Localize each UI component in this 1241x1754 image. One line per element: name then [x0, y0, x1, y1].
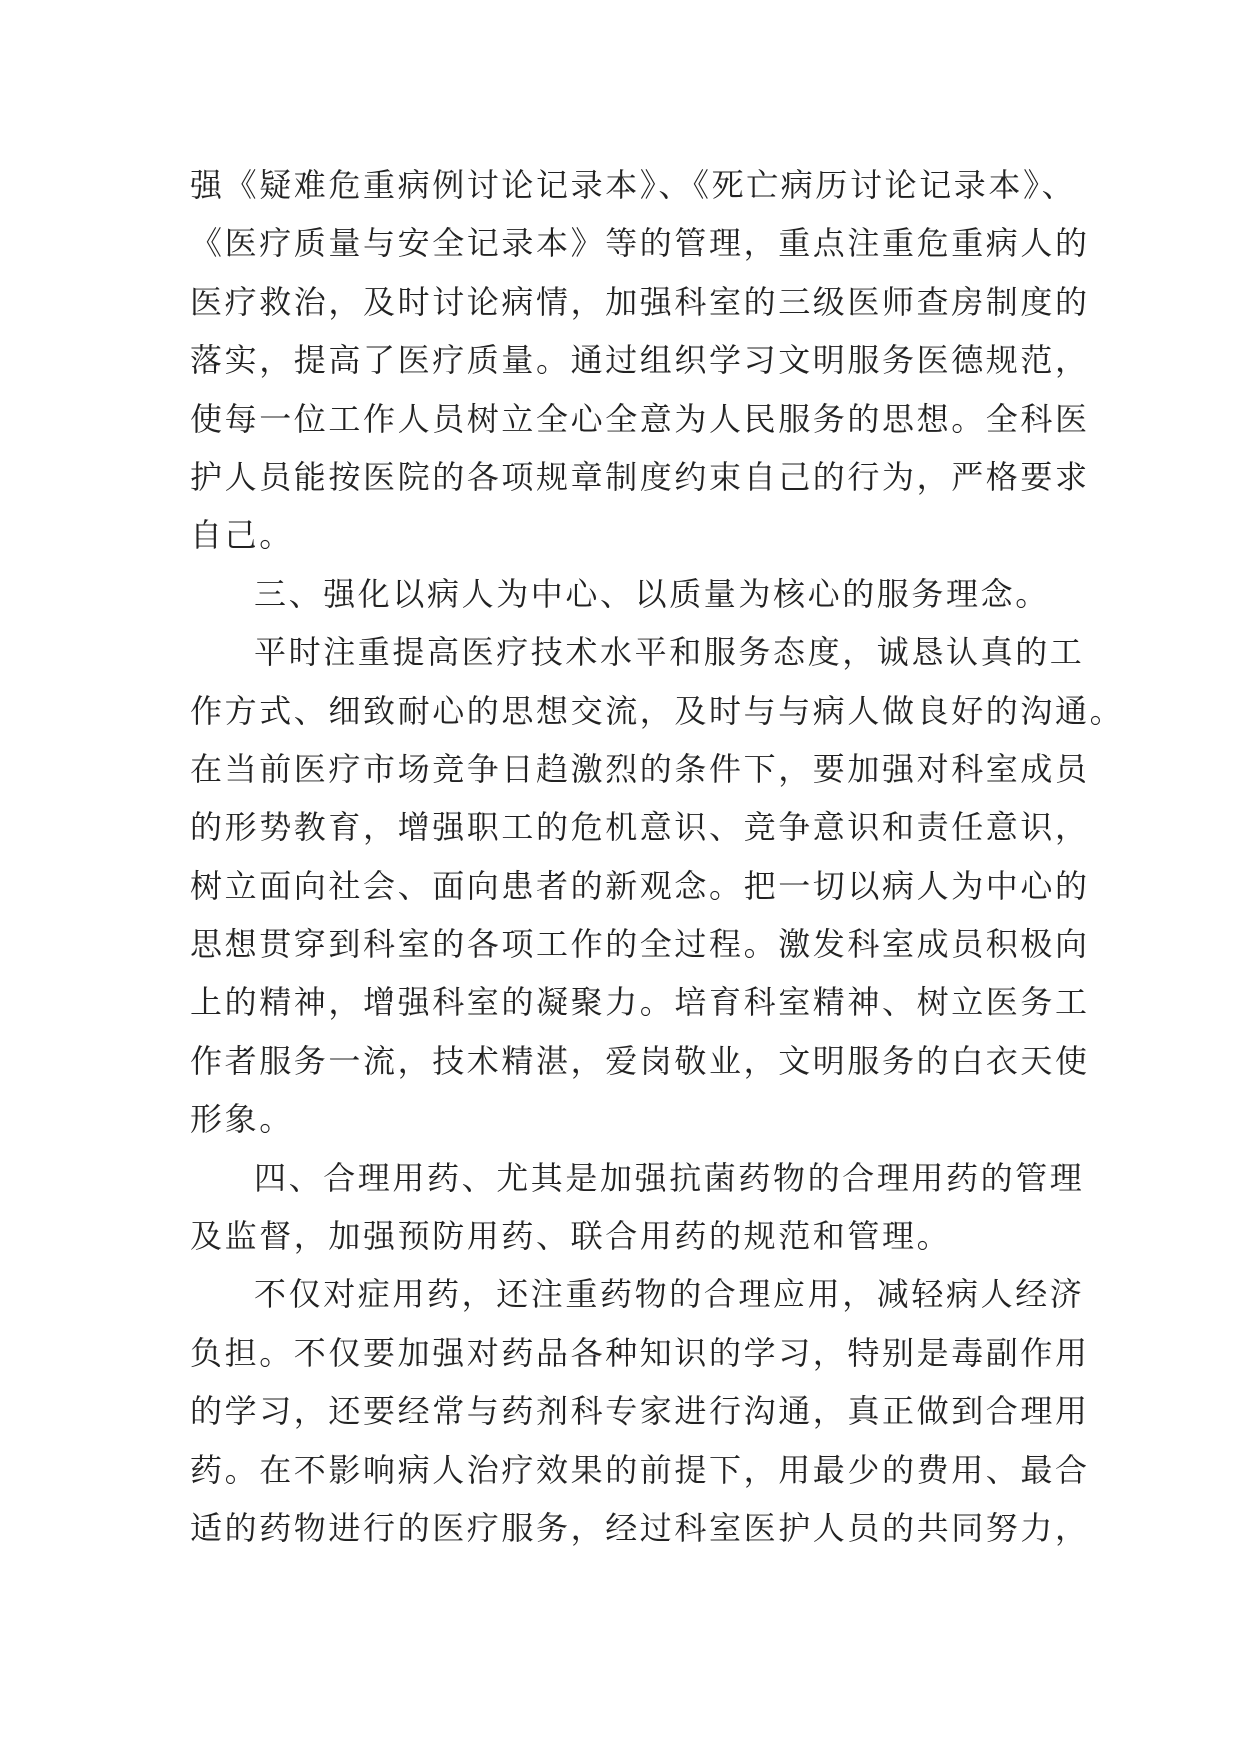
text-line: 作者服务一流，技术精湛，爱岗敬业，文明服务的白衣天使 [190, 1041, 1090, 1080]
text-line: 适的药物进行的医疗服务，经过科室医护人员的共同努力， [190, 1508, 1090, 1547]
text-line: 使每一位工作人员树立全心全意为人民服务的思想。全科医 [190, 399, 1090, 438]
text-line: 上的精神，增强科室的凝聚力。培育科室精神、树立医务工 [190, 983, 1090, 1022]
document-body [190, 156, 1125, 1557]
text-line: 树立面向社会、面向患者的新观念。把一切以病人为中心的 [190, 866, 1090, 905]
text-line: 的形势教育，增强职工的危机意识、竞争意识和责任意识， [190, 808, 1090, 847]
text-line: 自己。 [190, 516, 294, 555]
text-line: 《医疗质量与安全记录本》等的管理，重点注重危重病人的 [190, 224, 1090, 263]
text-line: 平时注重提高医疗技术水平和服务态度，诚恳认真的工 [254, 633, 1085, 672]
text-line: 护人员能按医院的各项规章制度约束自己的行为，严格要求 [190, 457, 1090, 496]
text-line: 落实，提高了医疗质量。通过组织学习文明服务医德规范， [190, 341, 1090, 380]
text-line: 思想贯穿到科室的各项工作的全过程。激发科室成员积极向 [190, 925, 1090, 964]
text-line: 负担。不仅要加强对药品各种知识的学习，特别是毒副作用 [190, 1333, 1090, 1372]
text-line: 医疗救治，及时讨论病情，加强科室的三级医师查房制度的 [190, 282, 1090, 321]
section-heading: 三、强化以病人为中心、以质量为核心的服务理念。 [254, 574, 1050, 613]
text-line: 作方式、细致耐心的思想交流，及时与与病人做良好的沟通。 [190, 691, 1125, 730]
text-line: 的学习，还要经常与药剂科专家进行沟通，真正做到合理用 [190, 1392, 1090, 1431]
text-line: 不仅对症用药，还注重药物的合理应用，减轻病人经济 [254, 1275, 1085, 1314]
text-line: 及监督，加强预防用药、联合用药的规范和管理。 [190, 1217, 952, 1256]
text-line: 药。在不影响病人治疗效果的前提下，用最少的费用、最合 [190, 1450, 1090, 1489]
text-line: 在当前医疗市场竞争日趋激烈的条件下，要加强对科室成员 [190, 749, 1090, 788]
text-line: 形象。 [190, 1100, 294, 1139]
text-line: 强《疑难危重病例讨论记录本》、《死亡病历讨论记录本》、 [190, 166, 1077, 204]
section-heading: 四、合理用药、尤其是加强抗菌药物的合理用药的管理 [254, 1158, 1085, 1197]
